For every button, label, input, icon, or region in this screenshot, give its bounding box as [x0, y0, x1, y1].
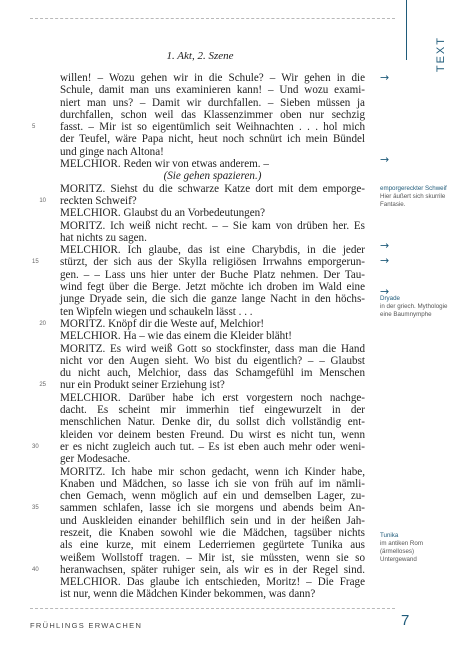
line-text: wind fegt über die Berge. Jetzt möchte ich droben im Wald eine	[60, 281, 365, 294]
line-text: MORITZ. Es wird weiß Gott so stockfinster, dass man die Hand	[60, 342, 365, 355]
text-line	[60, 281, 365, 293]
text-line	[60, 515, 365, 527]
line-text: reszeit, die Knaben sowohl wie die Mädchen, tagsüber nichts	[60, 526, 365, 539]
margin-note-body: im antiken Rom (ärmelloses) Untergewand	[380, 540, 423, 563]
margin-note-body: in der griech. Mythologie eine Baumnymphe	[380, 303, 448, 318]
text-line	[60, 207, 365, 219]
line-text: du nicht auch, Melchior, dass das Schamgefühl im Menschen	[60, 367, 365, 380]
line-text: MORITZ. Knöpf dir die Weste auf, Melchior!	[60, 317, 265, 330]
book-title: FRÜHLINGS ERWACHEN	[30, 621, 143, 630]
text-line	[60, 158, 365, 170]
scene-title: 1. Akt, 2. Szene	[166, 50, 234, 62]
line-text: MELCHIOR. Ich glaube, das ist eine Charybdis, in die jeder	[60, 244, 365, 257]
text-line	[60, 539, 365, 551]
stage-direction	[60, 170, 365, 182]
text-line	[60, 552, 365, 564]
line-text: MORITZ. Siehst du die schwarze Katze dort mit dem emporge-	[60, 182, 365, 195]
line-text: fasst. – Mir ist so eigentümlich seit Weihnachten . . . hol mich	[60, 121, 365, 134]
text-line	[60, 97, 365, 109]
text-line	[60, 109, 365, 121]
line-number: 40	[32, 566, 39, 573]
line-text: sammen schlafen, lasse ich sie morgens und abends beim An-	[60, 502, 365, 515]
arrow-icon: →	[380, 239, 390, 252]
header-rule	[30, 18, 395, 19]
line-text: MELCHIOR. Reden wir von etwas anderem. –	[60, 158, 269, 171]
line-text: MORITZ. Ich weiß nicht recht. – – Sie kam von drüben her. Es	[60, 219, 365, 232]
section-tab-label: TEXT	[435, 36, 447, 73]
text-line	[60, 244, 365, 256]
margin-note-head: Tunika	[380, 532, 399, 539]
line-number: 5	[32, 124, 36, 131]
footer-rule	[30, 608, 395, 609]
text-line	[60, 343, 365, 355]
text-line	[60, 576, 365, 588]
line-text: er es nicht zugleich auch tut. – Es ist eben auch mehr oder weni-	[60, 440, 365, 453]
line-text: dacht. Es scheint mir immerhin tief eingewurzelt in der	[60, 404, 365, 417]
line-number: 20	[39, 320, 46, 327]
text-line	[60, 453, 365, 465]
line-text: als eine kurze, mit einem Lederriemen gegürtete Tunika aus	[60, 539, 365, 552]
text-line	[60, 183, 365, 195]
line-text: ger Modesache.	[60, 453, 131, 466]
text-line	[60, 306, 365, 318]
line-text: und ginge nach Altona!	[60, 145, 164, 158]
line-text: willen! – Wozu gehen wir in die Schule? – Wir gehen in die	[60, 72, 365, 84]
margin-note-head: emporgereckter Schweif	[380, 185, 447, 192]
arrow-icon: →	[380, 153, 390, 166]
line-number: 30	[32, 443, 39, 450]
text-line	[32, 502, 365, 515]
line-text: und Auskleiden einander behilflich sein und in der heißen Jah-	[60, 514, 365, 527]
text-line	[32, 256, 365, 269]
text-line	[60, 269, 365, 281]
line-text: MELCHIOR. Ha – wie das einem die Kleider bläht!	[60, 330, 292, 343]
line-text: ist nur, wenn die Mädchen Kinder bekommen, was dann?	[60, 588, 316, 601]
line-text: MORITZ. Ich habe mir schon gedacht, wenn ich Kinder habe,	[60, 465, 365, 478]
text-line	[39, 317, 365, 330]
text-line	[60, 416, 365, 428]
margin-note	[380, 295, 450, 319]
line-number: 35	[32, 505, 39, 512]
line-text: hat nichts zu sagen.	[60, 231, 147, 244]
text-line	[39, 379, 365, 392]
text-line	[60, 293, 365, 305]
text-line	[32, 563, 365, 576]
text-line	[60, 490, 365, 502]
text-line	[60, 232, 365, 244]
line-number: 25	[39, 382, 46, 389]
margin-note-body: Hier äußert sich skurrile Fantasie.	[380, 193, 446, 208]
text-line	[32, 121, 365, 134]
line-text: MELCHIOR. Glaubst du an Vorbedeutungen?	[60, 207, 266, 220]
line-number: 10	[39, 197, 46, 204]
line-text: junge Dryade sein, die sich die ganze lange Nacht in den höchs-	[60, 293, 365, 306]
text-line	[60, 429, 365, 441]
arrow-icon: →	[380, 285, 390, 298]
line-text: kleiden vor deinem besten Freund. Du wirst es nicht tun, wenn	[60, 428, 365, 441]
line-text: gen. – – Lass uns hier unter der Buche Platz nehmen. Der Tau-	[60, 268, 365, 281]
line-text: chen Gemach, wenn möglich auf ein und demselben Lager, zu-	[60, 490, 365, 503]
text-line	[60, 392, 365, 404]
arrow-icon: →	[380, 254, 390, 267]
line-number: 15	[32, 259, 39, 266]
text-line	[60, 72, 365, 84]
line-text: durchfallen, schon weil das Klassenzimmer oben nur sechzig	[60, 108, 365, 121]
margin-note	[380, 532, 450, 564]
line-text: menschlichen Natur. Denke dir, du sollst dich vollständig ent-	[60, 416, 365, 429]
line-text: Schule, damit man uns examinieren kann! – Und wozu exami-	[60, 84, 365, 97]
text-line	[60, 478, 365, 490]
line-text: weißem Wollstoff tragen. – Mir ist, sie müssten, wenn sie so	[60, 551, 365, 564]
section-tab	[406, 0, 457, 73]
text-line	[60, 220, 365, 232]
line-text: reckten Schweif?	[60, 194, 137, 207]
line-text: (Sie gehen spazieren.)	[163, 170, 262, 183]
text-line	[32, 440, 365, 453]
line-text: MELCHIOR. Das glaube ich entschieden, Moritz! – Die Frage	[60, 576, 365, 589]
text-line	[60, 84, 365, 96]
line-text: nicht vor den Augen sieht. Wo bist du eigentlich? – – Glaubst	[60, 354, 365, 367]
text-line	[60, 355, 365, 367]
page-number: 7	[401, 612, 410, 629]
line-text: stürzt, der sich aus der Skylla religiösen Irrwahns emporgerun-	[60, 256, 365, 269]
text-line	[39, 194, 365, 207]
text-line	[60, 466, 365, 478]
line-text: heranwachsen, später ruhiger sein, als wir es in der Regel sind.	[60, 563, 365, 576]
text-line	[60, 588, 365, 600]
text-line	[60, 330, 365, 342]
play-text	[32, 72, 365, 601]
margin-note	[380, 185, 450, 209]
text-line	[60, 133, 365, 145]
line-text: niert man uns? – Damit wir durchfallen. – Sieben müssen ja	[60, 96, 365, 109]
text-line	[60, 367, 365, 379]
line-text: MELCHIOR. Darüber habe ich erst vorgestern noch nachge-	[60, 391, 365, 404]
text-line	[60, 527, 365, 539]
text-line	[60, 146, 365, 158]
margin-note-head: Dryade	[380, 295, 400, 302]
line-text: der Teufel, wäre Papa nicht, heut noch schnürt ich mein Bündel	[60, 133, 365, 146]
arrow-icon: →	[380, 71, 390, 84]
line-text: nur ein Produkt seiner Erziehung ist?	[60, 379, 225, 392]
line-text: Knaben und Mädchen, so lasse ich sie von früh auf im nämli-	[60, 477, 365, 490]
text-line	[60, 404, 365, 416]
line-text: ten Wipfeln wiegen und schaukeln lässt . . .	[60, 305, 253, 318]
